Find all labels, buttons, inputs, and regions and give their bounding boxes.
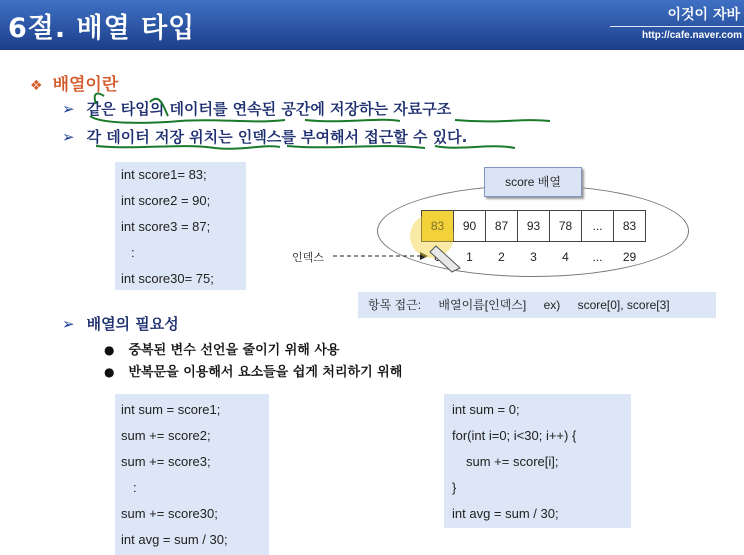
circle-annotation [150, 99, 168, 116]
array-cell: 93 [518, 211, 550, 241]
array-cell: 78 [550, 211, 582, 241]
code-line: int score2 = 90; [121, 193, 211, 208]
underline-annotation [90, 116, 285, 123]
diamond-bullet-icon: ❖ [30, 78, 43, 94]
code-line: for(int i=0; i<30; i++) { [452, 428, 577, 443]
code-line: sum += score2; [121, 428, 211, 443]
code-line: sum += score3; [121, 454, 211, 469]
array-cell: 87 [486, 211, 518, 241]
underline-annotation [455, 120, 550, 121]
brand-url: http://cafe.naver.com [641, 30, 742, 41]
array-index: 29 [622, 250, 637, 264]
array-name-box: score 배열 [484, 167, 582, 197]
array-index: 3 [530, 250, 537, 264]
array-cell: 83 [614, 211, 645, 241]
code-line: } [452, 480, 457, 495]
code-line: int score30= 75; [121, 271, 214, 286]
code-line: int sum = 0; [452, 402, 520, 417]
array-index: 4 [562, 250, 569, 264]
underline-annotation [96, 146, 280, 149]
arrow-bullet-icon: ➢ [62, 315, 75, 333]
access-label: 항목 접근: [368, 298, 422, 312]
code-line: : [131, 245, 135, 260]
code-line: int sum = score1; [121, 402, 221, 417]
dot-bullet-icon: ● [104, 365, 115, 379]
brand-name: 이것이 자바 [667, 7, 740, 23]
necessity-point-text: 반복문을 이용해서 요소들을 쉽게 처리하기 위해 [128, 365, 403, 380]
circle-annotation [95, 94, 104, 104]
slide-title: 6절. 배열 타입 [8, 13, 196, 44]
bullet-text: 각 데이터 저장 위치는 인덱스를 부여해서 접근할 수 있다. [86, 128, 468, 146]
section-title: 배열이란 [52, 75, 119, 95]
access-examples: score[0], score[3] [577, 298, 670, 312]
array-cell: 90 [454, 211, 486, 241]
access-example-prefix: ex) [543, 298, 561, 312]
array-cell: ... [582, 211, 614, 241]
code-line: : [133, 480, 137, 495]
underline-annotation [305, 120, 400, 122]
bullet-text: 같은 타입의 데이터를 연속된 공간에 저장하는 자료구조 [86, 100, 452, 118]
array-index: 2 [498, 250, 505, 264]
array-cell: 83 [422, 211, 454, 241]
index-label: 인덱스 [292, 251, 324, 264]
access-syntax: 배열이름[인덱스] [438, 298, 527, 312]
underline-annotation [287, 146, 425, 148]
code-line: sum += score30; [121, 506, 218, 521]
code-line: int avg = sum / 30; [452, 506, 559, 521]
array-index: ... [592, 250, 603, 264]
code-line: sum += score[i]; [466, 454, 559, 469]
necessity-point-text: 중복된 변수 선언을 줄이기 위해 사용 [128, 343, 340, 358]
array-index: 1 [466, 250, 473, 264]
code-line: int score3 = 87; [121, 219, 211, 234]
code-line: int score1= 83; [121, 167, 207, 182]
arrow-bullet-icon: ➢ [62, 100, 75, 118]
dot-bullet-icon: ● [104, 343, 115, 357]
underline-annotation [435, 146, 515, 148]
necessity-title: 배열의 필요성 [86, 315, 179, 333]
arrow-bullet-icon: ➢ [62, 128, 75, 146]
code-line: int avg = sum / 30; [121, 532, 228, 547]
